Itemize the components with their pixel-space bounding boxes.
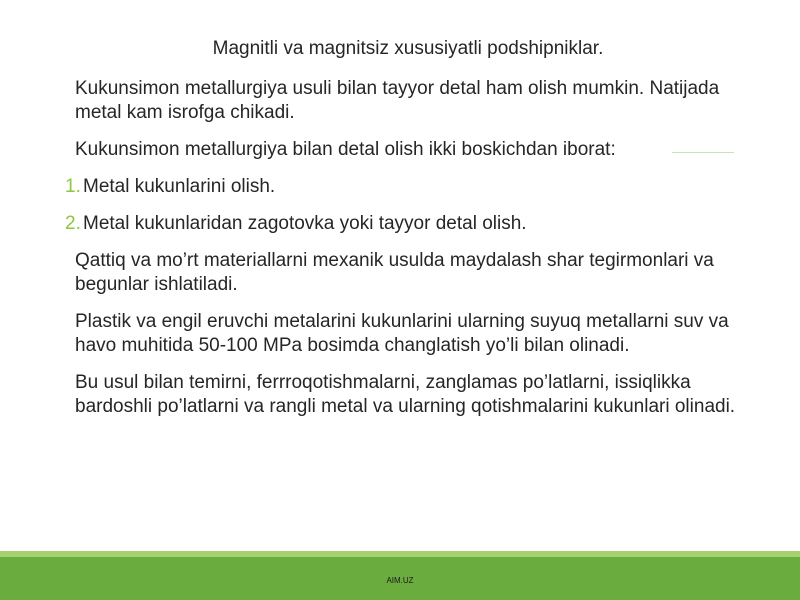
paragraph-5: Bu usul bilan temirni, ferrroqotishmalarni, zanglamas po’latlarni, issiqlikka bardoshli po’latlarni va rangli metal va ularning qotishmalarini kukunlari olinadi. <box>75 372 736 417</box>
list-number: 1. <box>65 176 81 197</box>
list-item-text: Metal kukunlaridan zagotovka yoki tayyor detal olish. <box>83 213 527 234</box>
slide-body <box>65 77 755 432</box>
list-item <box>65 175 755 199</box>
paragraph-3: Qattiq va mo’rt materiallarni mexanik usulda maydalash shar tegirmonlari va begunlar ishlatiladi. <box>75 250 714 295</box>
paragraph-2: Kukunsimon metallurgiya bilan detal olish ikki boskichdan iborat: <box>75 139 616 160</box>
list-number: 2. <box>65 213 81 234</box>
paragraph-4: Plastik va engil eruvchi metalarini kukunlarini ularning suyuq metallarni suv va havo muhitida 50-100 MPa bosimda changlatish yo’li bilan olinadi. <box>75 311 729 356</box>
slide-title: Magnitli va magnitsiz xususiyatli podshipniklar. <box>212 38 604 59</box>
footer-label: AIM.UZ <box>386 576 414 585</box>
paragraph-1: Kukunsimon metallurgiya usuli bilan tayyor detal ham olish mumkin. Natijada metal kam isrofga chikadi. <box>75 78 720 123</box>
list-item <box>65 212 755 236</box>
list-item-text: Metal kukunlarini olish. <box>83 176 276 197</box>
